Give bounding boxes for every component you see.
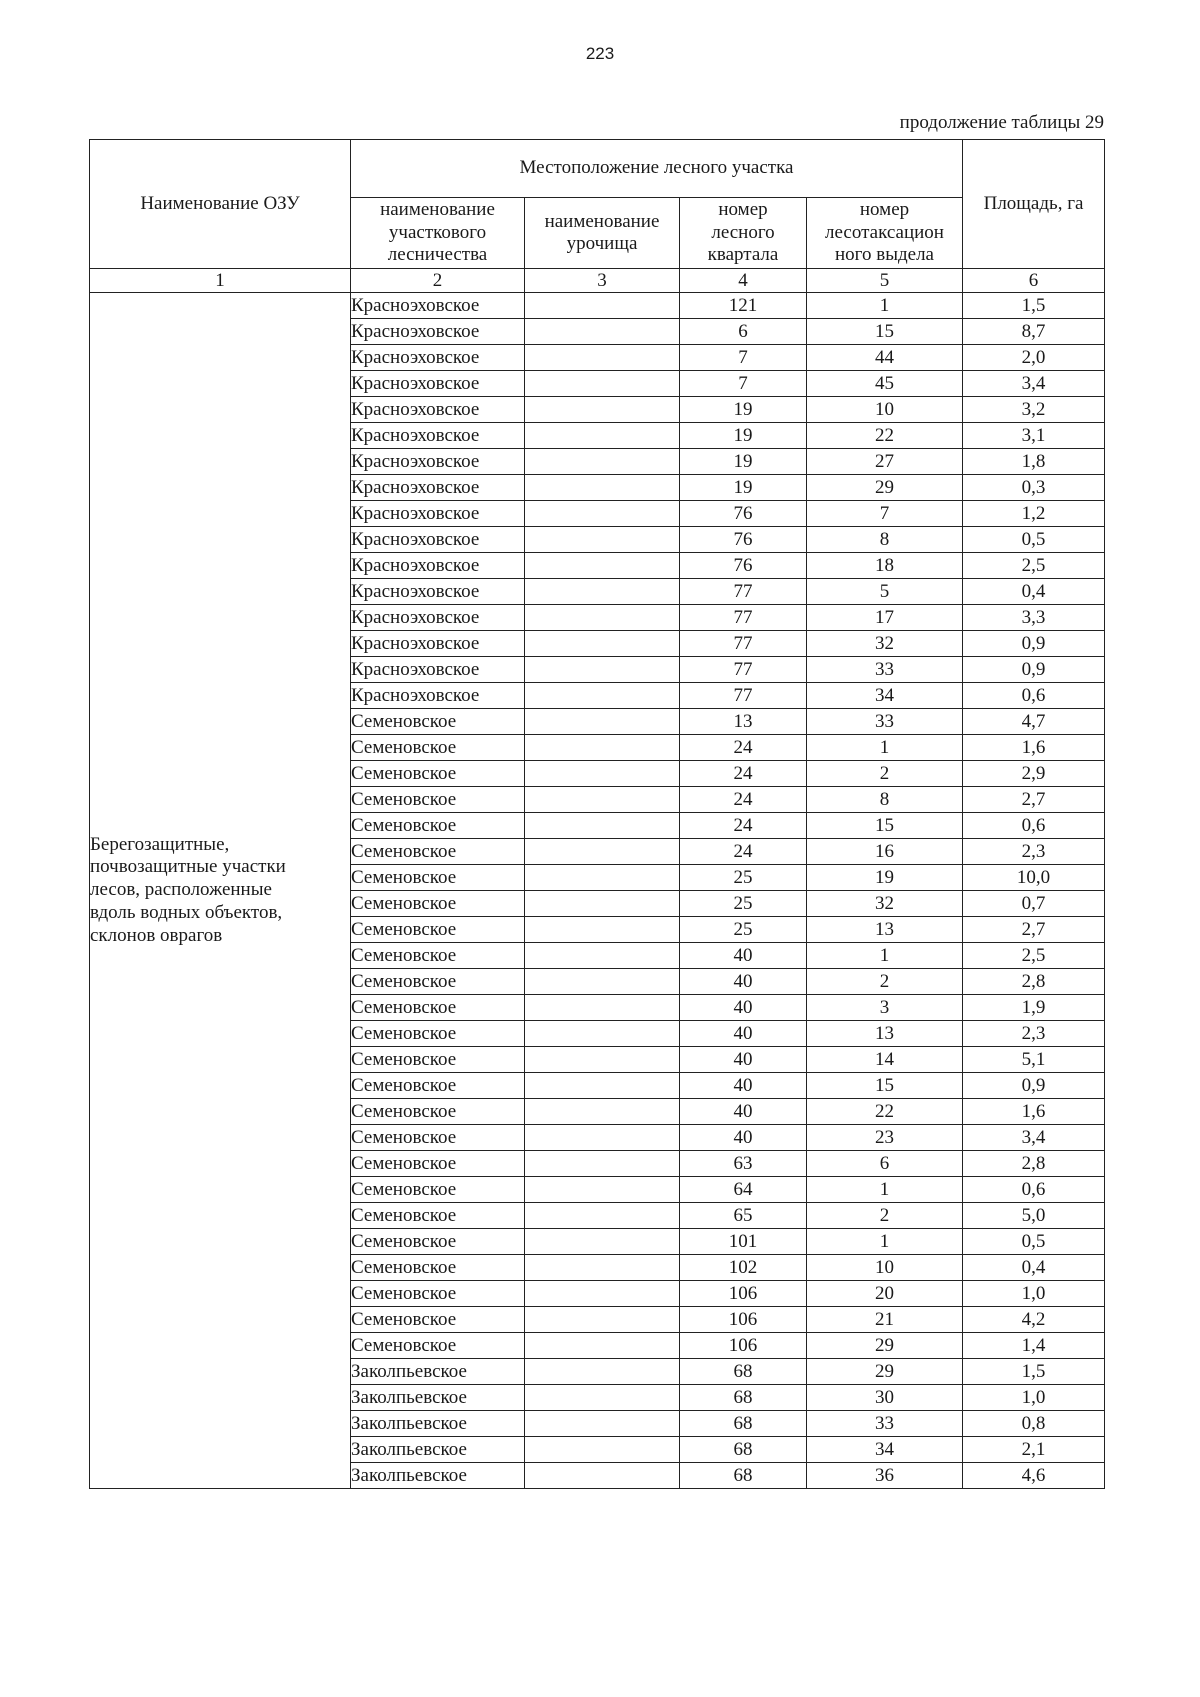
plot-cell: 33: [807, 657, 963, 683]
tract-cell: [525, 865, 680, 891]
forestry-cell: Семеновское: [351, 1021, 525, 1047]
area-cell: 1,9: [963, 995, 1105, 1021]
forestry-cell: Красноэховское: [351, 579, 525, 605]
quarter-cell: 68: [680, 1359, 807, 1385]
quarter-cell: 25: [680, 865, 807, 891]
forestry-cell: Заколпьевское: [351, 1411, 525, 1437]
forestry-cell: Семеновское: [351, 1151, 525, 1177]
tract-cell: [525, 579, 680, 605]
tract-cell: [525, 1203, 680, 1229]
plot-cell: 29: [807, 475, 963, 501]
tract-cell: [525, 501, 680, 527]
area-cell: 2,5: [963, 553, 1105, 579]
quarter-cell: 24: [680, 761, 807, 787]
quarter-cell: 40: [680, 943, 807, 969]
tract-cell: [525, 605, 680, 631]
plot-cell: 8: [807, 787, 963, 813]
tract-cell: [525, 1437, 680, 1463]
forestry-cell: Семеновское: [351, 1099, 525, 1125]
quarter-cell: 76: [680, 527, 807, 553]
plot-cell: 23: [807, 1125, 963, 1151]
tract-cell: [525, 995, 680, 1021]
area-cell: 4,6: [963, 1463, 1105, 1489]
quarter-cell: 76: [680, 553, 807, 579]
plot-cell: 1: [807, 1229, 963, 1255]
area-cell: 2,8: [963, 1151, 1105, 1177]
area-cell: 2,9: [963, 761, 1105, 787]
area-cell: 10,0: [963, 865, 1105, 891]
quarter-cell: 68: [680, 1411, 807, 1437]
plot-cell: 15: [807, 813, 963, 839]
area-cell: 2,3: [963, 1021, 1105, 1047]
quarter-cell: 106: [680, 1307, 807, 1333]
tract-cell: [525, 1359, 680, 1385]
quarter-cell: 64: [680, 1177, 807, 1203]
tract-cell: [525, 943, 680, 969]
plot-cell: 1: [807, 735, 963, 761]
forestry-cell: Красноэховское: [351, 553, 525, 579]
tract-cell: [525, 631, 680, 657]
tract-cell: [525, 527, 680, 553]
tract-cell: [525, 397, 680, 423]
quarter-cell: 102: [680, 1255, 807, 1281]
tract-cell: [525, 319, 680, 345]
plot-cell: 22: [807, 423, 963, 449]
forestry-cell: Заколпьевское: [351, 1359, 525, 1385]
quarter-cell: 65: [680, 1203, 807, 1229]
plot-cell: 18: [807, 553, 963, 579]
plot-cell: 29: [807, 1333, 963, 1359]
plot-cell: 10: [807, 1255, 963, 1281]
forestry-cell: Красноэховское: [351, 501, 525, 527]
plot-cell: 1: [807, 943, 963, 969]
quarter-cell: 77: [680, 657, 807, 683]
forestry-cell: Семеновское: [351, 735, 525, 761]
forestry-cell: Красноэховское: [351, 345, 525, 371]
tract-cell: [525, 1073, 680, 1099]
tract-cell: [525, 1099, 680, 1125]
plot-cell: 1: [807, 1177, 963, 1203]
quarter-cell: 68: [680, 1437, 807, 1463]
plot-cell: 32: [807, 631, 963, 657]
forestry-cell: Заколпьевское: [351, 1385, 525, 1411]
forestry-cell: Красноэховское: [351, 293, 525, 319]
area-cell: 0,6: [963, 813, 1105, 839]
forestry-cell: Красноэховское: [351, 397, 525, 423]
area-cell: 0,5: [963, 527, 1105, 553]
forestry-cell: Красноэховское: [351, 527, 525, 553]
quarter-cell: 19: [680, 423, 807, 449]
quarter-cell: 68: [680, 1385, 807, 1411]
quarter-cell: 101: [680, 1229, 807, 1255]
forest-plots-table: [89, 139, 1105, 1489]
area-cell: 3,4: [963, 1125, 1105, 1151]
forestry-cell: Семеновское: [351, 1307, 525, 1333]
forestry-cell: Красноэховское: [351, 631, 525, 657]
plot-cell: 34: [807, 683, 963, 709]
quarter-cell: 13: [680, 709, 807, 735]
area-cell: 1,0: [963, 1385, 1105, 1411]
area-cell: 8,7: [963, 319, 1105, 345]
quarter-cell: 40: [680, 1047, 807, 1073]
forestry-cell: Семеновское: [351, 1333, 525, 1359]
area-cell: 1,6: [963, 1099, 1105, 1125]
plot-cell: 3: [807, 995, 963, 1021]
tract-cell: [525, 1125, 680, 1151]
forestry-cell: Красноэховское: [351, 319, 525, 345]
tract-cell: [525, 371, 680, 397]
plot-cell: 13: [807, 917, 963, 943]
forestry-cell: Семеновское: [351, 1073, 525, 1099]
quarter-cell: 77: [680, 579, 807, 605]
plot-cell: 27: [807, 449, 963, 475]
forestry-cell: Красноэховское: [351, 423, 525, 449]
plot-cell: 14: [807, 1047, 963, 1073]
quarter-cell: 68: [680, 1463, 807, 1489]
area-cell: 1,0: [963, 1281, 1105, 1307]
area-cell: 1,8: [963, 449, 1105, 475]
area-cell: 0,6: [963, 683, 1105, 709]
quarter-cell: 76: [680, 501, 807, 527]
area-cell: 1,5: [963, 1359, 1105, 1385]
tract-cell: [525, 1281, 680, 1307]
tract-cell: [525, 1151, 680, 1177]
quarter-cell: 77: [680, 605, 807, 631]
header-area: Площадь, га: [963, 140, 1105, 269]
plot-cell: 33: [807, 1411, 963, 1437]
column-number-1: 1: [90, 269, 351, 293]
tract-cell: [525, 345, 680, 371]
forestry-cell: Семеновское: [351, 943, 525, 969]
plot-cell: 32: [807, 891, 963, 917]
area-cell: 4,2: [963, 1307, 1105, 1333]
forestry-cell: Семеновское: [351, 1047, 525, 1073]
area-cell: 0,4: [963, 1255, 1105, 1281]
tract-cell: [525, 787, 680, 813]
area-cell: 3,2: [963, 397, 1105, 423]
forestry-cell: Семеновское: [351, 995, 525, 1021]
quarter-cell: 24: [680, 839, 807, 865]
tract-cell: [525, 475, 680, 501]
quarter-cell: 7: [680, 371, 807, 397]
tract-cell: [525, 553, 680, 579]
plot-cell: 1: [807, 293, 963, 319]
quarter-cell: 77: [680, 683, 807, 709]
plot-cell: 16: [807, 839, 963, 865]
plot-cell: 2: [807, 969, 963, 995]
quarter-cell: 40: [680, 995, 807, 1021]
tract-cell: [525, 1411, 680, 1437]
plot-cell: 10: [807, 397, 963, 423]
area-cell: 2,8: [963, 969, 1105, 995]
table-body: [90, 269, 1105, 1489]
quarter-cell: 40: [680, 969, 807, 995]
area-cell: 3,3: [963, 605, 1105, 631]
header-forestry: наименование участкового лесничества: [351, 198, 525, 269]
plot-cell: 30: [807, 1385, 963, 1411]
quarter-cell: 24: [680, 735, 807, 761]
tract-cell: [525, 1021, 680, 1047]
forestry-cell: Семеновское: [351, 839, 525, 865]
area-cell: 0,3: [963, 475, 1105, 501]
quarter-cell: 24: [680, 813, 807, 839]
tract-cell: [525, 1047, 680, 1073]
plot-cell: 13: [807, 1021, 963, 1047]
area-cell: 3,4: [963, 371, 1105, 397]
plot-cell: 8: [807, 527, 963, 553]
forestry-cell: Красноэховское: [351, 683, 525, 709]
plot-cell: 15: [807, 319, 963, 345]
quarter-cell: 7: [680, 345, 807, 371]
plot-cell: 6: [807, 1151, 963, 1177]
forestry-cell: Семеновское: [351, 787, 525, 813]
plot-cell: 20: [807, 1281, 963, 1307]
area-cell: 0,9: [963, 631, 1105, 657]
quarter-cell: 106: [680, 1333, 807, 1359]
column-number-6: 6: [963, 269, 1105, 293]
plot-cell: 15: [807, 1073, 963, 1099]
quarter-cell: 6: [680, 319, 807, 345]
quarter-cell: 40: [680, 1125, 807, 1151]
area-cell: 0,6: [963, 1177, 1105, 1203]
quarter-cell: 24: [680, 787, 807, 813]
quarter-cell: 40: [680, 1099, 807, 1125]
header-quarter: номер лесного квартала: [680, 198, 807, 269]
forestry-cell: Семеновское: [351, 969, 525, 995]
quarter-cell: 19: [680, 397, 807, 423]
tract-cell: [525, 683, 680, 709]
tract-cell: [525, 449, 680, 475]
forestry-cell: Семеновское: [351, 813, 525, 839]
forestry-cell: Семеновское: [351, 917, 525, 943]
area-cell: 0,5: [963, 1229, 1105, 1255]
quarter-cell: 19: [680, 449, 807, 475]
tract-cell: [525, 709, 680, 735]
area-cell: 0,9: [963, 1073, 1105, 1099]
tract-cell: [525, 735, 680, 761]
tract-cell: [525, 423, 680, 449]
area-cell: 2,7: [963, 917, 1105, 943]
area-cell: 2,5: [963, 943, 1105, 969]
forestry-cell: Семеновское: [351, 1281, 525, 1307]
forestry-cell: Заколпьевское: [351, 1437, 525, 1463]
area-cell: 0,8: [963, 1411, 1105, 1437]
forestry-cell: Семеновское: [351, 1125, 525, 1151]
column-number-3: 3: [525, 269, 680, 293]
table-continuation-note: продолжение таблицы 29: [899, 112, 1104, 133]
forestry-cell: Красноэховское: [351, 657, 525, 683]
header-plot: номер лесотаксацион ного выдела: [807, 198, 963, 269]
plot-cell: 34: [807, 1437, 963, 1463]
plot-cell: 7: [807, 501, 963, 527]
plot-cell: 19: [807, 865, 963, 891]
tract-cell: [525, 761, 680, 787]
area-cell: 1,6: [963, 735, 1105, 761]
area-cell: 0,9: [963, 657, 1105, 683]
forestry-cell: Семеновское: [351, 1177, 525, 1203]
forestry-cell: Семеновское: [351, 891, 525, 917]
page-number: 223: [585, 44, 615, 63]
forestry-cell: Семеновское: [351, 1203, 525, 1229]
quarter-cell: 63: [680, 1151, 807, 1177]
area-cell: 0,7: [963, 891, 1105, 917]
area-cell: 4,7: [963, 709, 1105, 735]
table-header: [90, 140, 1105, 269]
area-cell: 2,3: [963, 839, 1105, 865]
plot-cell: 29: [807, 1359, 963, 1385]
area-cell: 5,1: [963, 1047, 1105, 1073]
plot-cell: 22: [807, 1099, 963, 1125]
forestry-cell: Семеновское: [351, 1255, 525, 1281]
forestry-cell: Красноэховское: [351, 449, 525, 475]
column-number-4: 4: [680, 269, 807, 293]
quarter-cell: 25: [680, 891, 807, 917]
tract-cell: [525, 969, 680, 995]
forestry-cell: Семеновское: [351, 709, 525, 735]
tract-cell: [525, 1255, 680, 1281]
plot-cell: 5: [807, 579, 963, 605]
column-numbers-row: [90, 269, 1105, 293]
area-cell: 5,0: [963, 1203, 1105, 1229]
quarter-cell: 77: [680, 631, 807, 657]
forestry-cell: Заколпьевское: [351, 1463, 525, 1489]
tract-cell: [525, 1333, 680, 1359]
quarter-cell: 25: [680, 917, 807, 943]
plot-cell: 33: [807, 709, 963, 735]
quarter-cell: 19: [680, 475, 807, 501]
forestry-cell: Семеновское: [351, 761, 525, 787]
header-tract: наименование урочища: [525, 198, 680, 269]
header-location: Местоположение лесного участка: [351, 140, 963, 198]
forestry-cell: Семеновское: [351, 1229, 525, 1255]
area-cell: 0,4: [963, 579, 1105, 605]
area-cell: 2,7: [963, 787, 1105, 813]
plot-cell: 45: [807, 371, 963, 397]
plot-cell: 17: [807, 605, 963, 631]
area-cell: 2,1: [963, 1437, 1105, 1463]
tract-cell: [525, 1385, 680, 1411]
tract-cell: [525, 657, 680, 683]
area-cell: 1,4: [963, 1333, 1105, 1359]
forestry-cell: Семеновское: [351, 865, 525, 891]
header-row-top: [90, 140, 1105, 198]
area-cell: 1,2: [963, 501, 1105, 527]
plot-cell: 44: [807, 345, 963, 371]
column-number-5: 5: [807, 269, 963, 293]
plot-cell: 2: [807, 1203, 963, 1229]
forestry-cell: Красноэховское: [351, 371, 525, 397]
tract-cell: [525, 1307, 680, 1333]
tract-cell: [525, 1229, 680, 1255]
column-number-2: 2: [351, 269, 525, 293]
tract-cell: [525, 1463, 680, 1489]
category-cell: Берегозащитные, почвозащитные участки лесов, расположенные вдоль водных объектов, склонов оврагов: [90, 293, 351, 1489]
tract-cell: [525, 891, 680, 917]
area-cell: 3,1: [963, 423, 1105, 449]
quarter-cell: 121: [680, 293, 807, 319]
tract-cell: [525, 293, 680, 319]
tract-cell: [525, 1177, 680, 1203]
area-cell: 2,0: [963, 345, 1105, 371]
tract-cell: [525, 917, 680, 943]
tract-cell: [525, 839, 680, 865]
quarter-cell: 40: [680, 1073, 807, 1099]
plot-cell: 21: [807, 1307, 963, 1333]
forestry-cell: Красноэховское: [351, 605, 525, 631]
area-cell: 1,5: [963, 293, 1105, 319]
tract-cell: [525, 813, 680, 839]
quarter-cell: 40: [680, 1021, 807, 1047]
quarter-cell: 106: [680, 1281, 807, 1307]
plot-cell: 36: [807, 1463, 963, 1489]
forestry-cell: Красноэховское: [351, 475, 525, 501]
header-ozu-name: Наименование ОЗУ: [90, 140, 351, 269]
table-row: [90, 293, 1105, 319]
plot-cell: 2: [807, 761, 963, 787]
